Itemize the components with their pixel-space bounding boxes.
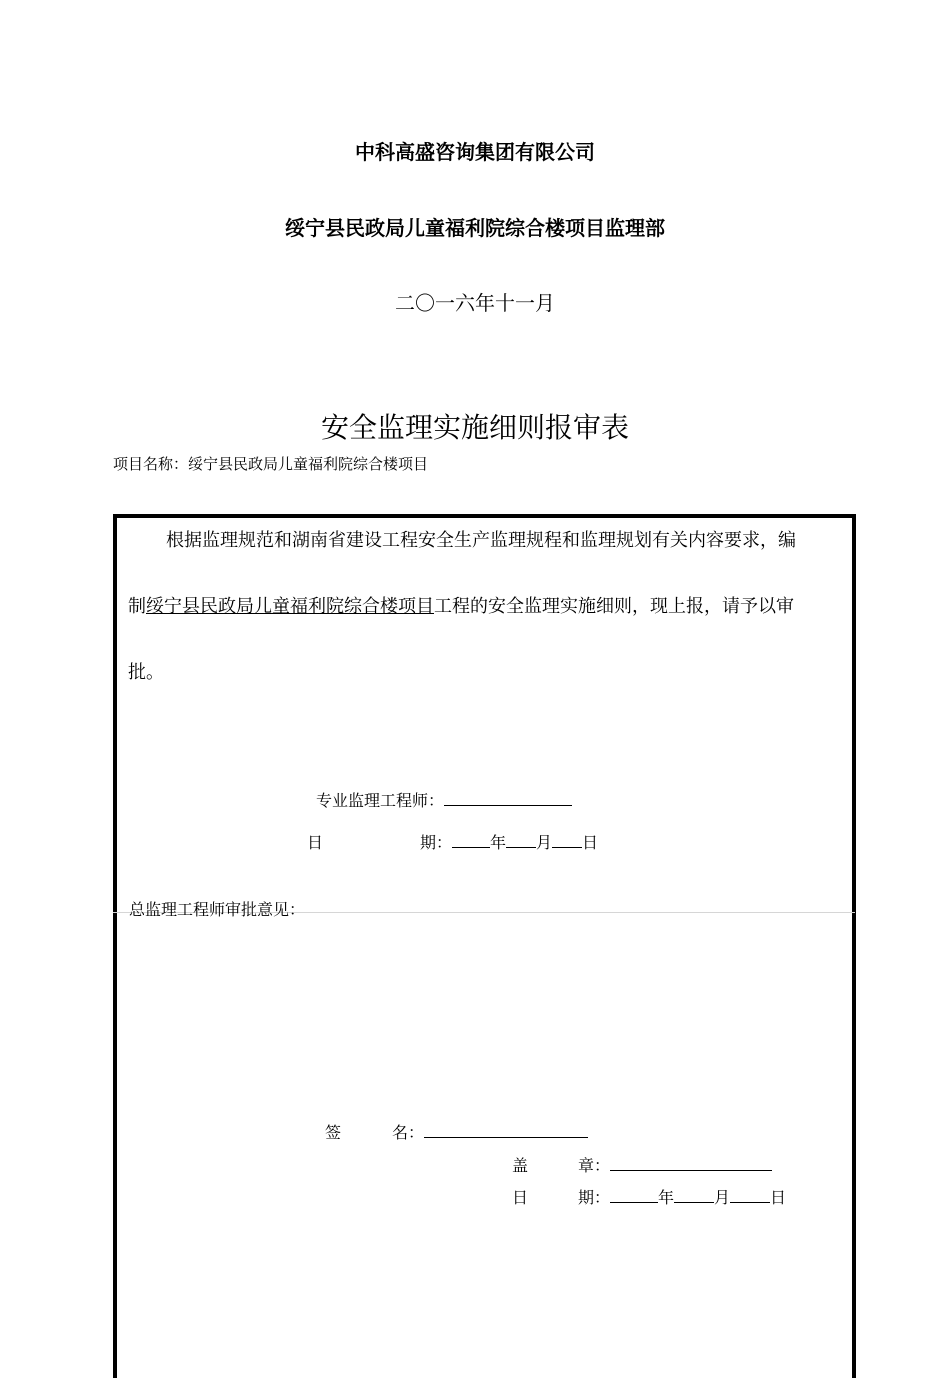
- department-name: 绥宁县民政局儿童福利院综合楼项目监理部: [285, 216, 665, 240]
- request-line-3: 批。: [128, 662, 164, 683]
- engineer-signature-row: [316, 788, 572, 811]
- date-1-month-field[interactable]: [506, 831, 536, 848]
- date-2-year-label: 年: [658, 1188, 675, 1207]
- date-2-day-field[interactable]: [730, 1186, 770, 1203]
- date-2-day-label: 日: [770, 1188, 787, 1207]
- sign-field[interactable]: [424, 1121, 588, 1138]
- date-2-month-field[interactable]: [674, 1186, 714, 1203]
- engineer-label: 专业监理工程师：: [316, 791, 445, 810]
- request-suffix: 工程的安全监理实施细则，现上报，请予以审: [434, 596, 794, 617]
- date-row-2: [578, 1185, 786, 1208]
- seal-row: [578, 1153, 772, 1176]
- request-line-2: [128, 592, 794, 618]
- date-1-year-field[interactable]: [452, 831, 490, 848]
- project-label: 项目名称：: [113, 455, 189, 473]
- date-2-year-field[interactable]: [610, 1186, 658, 1203]
- date-row-1-ri: 日: [307, 833, 324, 852]
- date-2-label: 期：: [578, 1188, 611, 1207]
- seal-field[interactable]: [610, 1154, 772, 1171]
- engineer-signature-field[interactable]: [444, 789, 572, 806]
- sign-label-ming: 名：: [392, 1123, 425, 1142]
- date-1-day-field[interactable]: [552, 831, 582, 848]
- date-1-day-label: 日: [582, 833, 599, 852]
- seal-label-gai: 盖: [512, 1156, 529, 1175]
- date-row-2-ri: 日: [512, 1188, 529, 1207]
- sign-row: [392, 1120, 588, 1143]
- date-row-1: [420, 830, 598, 853]
- date-1-year-label: 年: [490, 833, 507, 852]
- request-prefix: 制: [128, 596, 146, 617]
- project-name: 绥宁县民政局儿童福利院综合楼项目: [188, 455, 429, 473]
- document-date: 二〇一六年十一月: [395, 291, 555, 315]
- company-name: 中科高盛咨询集团有限公司: [355, 140, 595, 164]
- approval-form-box: [113, 514, 856, 1378]
- chief-opinion-label: 总监理工程师审批意见：: [129, 900, 306, 919]
- sign-label-qian: 签: [325, 1123, 342, 1142]
- date-1-label: 期：: [420, 833, 453, 852]
- date-1-month-label: 月: [536, 833, 553, 852]
- seal-label-zhang: 章：: [578, 1156, 611, 1175]
- request-line-1: 根据监理规范和湖南省建设工程安全生产监理规程和监理规划有关内容要求，编: [166, 530, 796, 551]
- request-project-name: 绥宁县民政局儿童福利院综合楼项目: [146, 596, 434, 617]
- project-name-line: [113, 453, 428, 474]
- form-title: 安全监理实施细则报审表: [320, 411, 629, 444]
- date-2-month-label: 月: [714, 1188, 731, 1207]
